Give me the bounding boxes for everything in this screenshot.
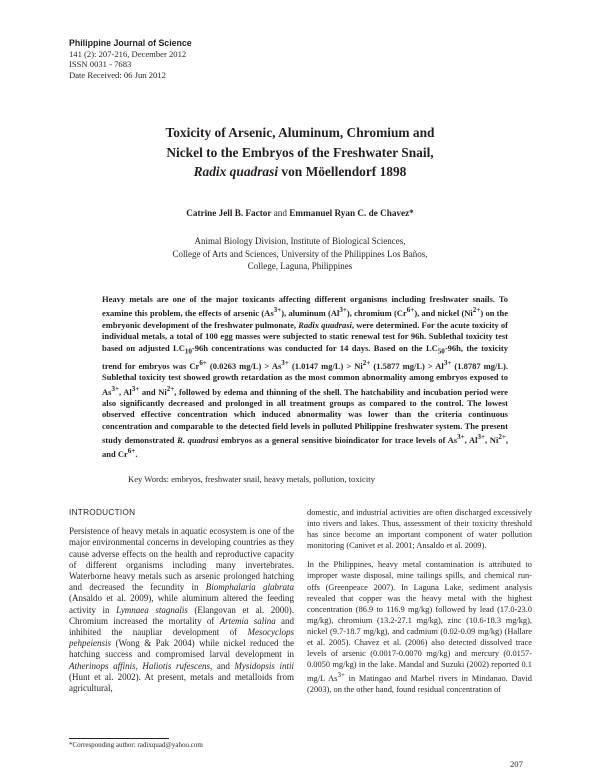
intro-paragraph: Persistence of heavy metals in aquatic ecosystem is one of the major environmental concerns in developing countries as they cause adverse effects on the health and reproductive capacity of different organisms including many invertebrates. Waterborne heavy metals such as arsenic prolonged hatching and decreased the fecundity in Biomphalaria glabrata (Ansaldo et al. 2009), while aluminum altered the feeding activity in Lymnaea stagnalis (Elangovan et al. 2000). Chromium increased the mortality of Artemia salina and inhibited the naupliar development of Mesocyclops pehpeiensis (Wong & Pak 2004) while nickel reduced the hatching success and compromised larval development in Atherinops affinis, Haliotis rufescens, and Mysidopsis intii (Hunt et al. 2002). At present, metals and metalloids from agricultural, [69, 526, 294, 693]
keywords: Key Words: embryos, freshwater snail, heavy metals, pollution, toxicity [128, 474, 375, 484]
title-line-2: Nickel to the Embryos of the Freshwater Snail, [166, 144, 434, 160]
footnote-divider [69, 738, 169, 739]
affiliation-line-2: College of Arts and Sciences, University of the Philippines Los Baños, [172, 248, 428, 259]
journal-name: Philippine Journal of Science [69, 38, 192, 48]
right-paragraph-2: In the Philippines, heavy metal contamination is attributed to improper waste disposal, mine tailings spills, and chemical run-offs (Greenpeace 2007). In Laguna Lake, sediment analysis revealed that copper was the heavy metal with the highest concentration (86.9 to 116.9 mg/kg) followed by lead (17.0-23.0 mg/kg), chromium (13.2-27.1 mg/kg), zinc (10.6-18.3 mg/kg), nickel (9.7-18.7 mg/kg), and cadmium (0.02-0.09 mg/kg) (Hallare et al. 2005). Chavez et al. (2006) also detected dissolved trace levels of arsenic (0.0017-0.0070 mg/kg) and mercury (0.0157-0.0050 mg/kg) in the lake. Mandal and Suzuki (2002) reported 0.1 mg/L $As^{3+}$ in Matingao and Marbel rivers in Mindanao. David (2003), on the other hand, found residual concentration of [307, 560, 532, 695]
journal-issn: ISSN 0031 - 7683 [69, 59, 132, 70]
left-column [69, 507, 294, 694]
author-first: Catrine Jell B. Factor [186, 208, 272, 218]
abstract-text: Heavy metals are one of the major toxicants affecting different organisms including freshwater snails. To examine this problem, the effects of arsenic $(As^{3+})$, aluminum $(Al^{3+})$, chromium $(Cr^{6+})$, and nickel $(Ni^{2+})$ on the embryonic development of the freshwater pulmonate, Radix quadrasi, were determined. For the acute toxicity of individual metals, a total of 100 egg masses were subjected to static renewal test for 96h. Sublethal toxicity test based on adjusted $LC_{10}-96h$ concentrations was conducted for 14 days. Based on the $LC_{50}-96h$, the toxicity trend for embryos was $Cr^{6+}$ (0.0263 $mg/L) > As^{3+}$ (1.0147 $mg/L) > Ni^{2+}$ (1.5877 $mg/L) > Al^{3+}$ (1.8787 mg/L). Sublethal toxicity test showed growth retardation as the most common abnormality among embryos exposed to $As^{3+}$, $Al^{3+}$ and $Ni^{2+}$, followed by edema and thinning of the shell. The hatchability and incubation period were also significantly decreased and prolonged in all treatment groups as compared to the control. The lowest observed effective concentration which induced abnormality was lower than the criteria continuous concentration and comparable to the detected field levels in polluted Philippine freshwater system. The present study demonstrated R. quadrasi embryos as a general sensitive bioindicator for trace levels of $As^{3+}$, $Al^{3+}$, $Ni^{2+}$, and $Cr^{6+}$. [102, 294, 509, 460]
affiliation [110, 235, 490, 273]
title-species: Radix quadrasi [193, 164, 279, 179]
title-authority: von Möellendorf 1898 [278, 164, 407, 179]
author-second: Emmanuel Ryan C. de Chavez* [289, 208, 414, 218]
affiliation-line-1: Animal Biology Division, Institute of Biological Sciences, [194, 236, 406, 246]
corresponding-author-footnote: *Corresponding author: radixquad@yahoo.com [69, 741, 203, 749]
author-conjunction: and [271, 208, 290, 218]
journal-volume: 141 (2): 207-216, December 2012 [69, 48, 187, 59]
page-number: 207 [510, 759, 523, 769]
section-heading-introduction: INTRODUCTION [69, 508, 136, 517]
title-line-3 [110, 162, 490, 182]
date-received: Date Received: 06 Jun 2012 [69, 69, 166, 80]
author-list [100, 208, 500, 218]
right-column [307, 507, 532, 695]
right-paragraph-1: domestic, and industrial activities are often discharged excessively into rivers and lakes. Thus, assessment of their toxicity threshold has since become an important component of water pollution monitoring (Canivet et al. 2001; Ansaldo et al. 2009). [307, 508, 532, 551]
paper-title [110, 123, 490, 182]
abstract [102, 294, 508, 461]
title-line-1: Toxicity of Arsenic, Aluminum, Chromium and [165, 125, 435, 140]
affiliation-line-3: College, Laguna, Philippines [247, 261, 353, 272]
journal-header [69, 38, 369, 80]
